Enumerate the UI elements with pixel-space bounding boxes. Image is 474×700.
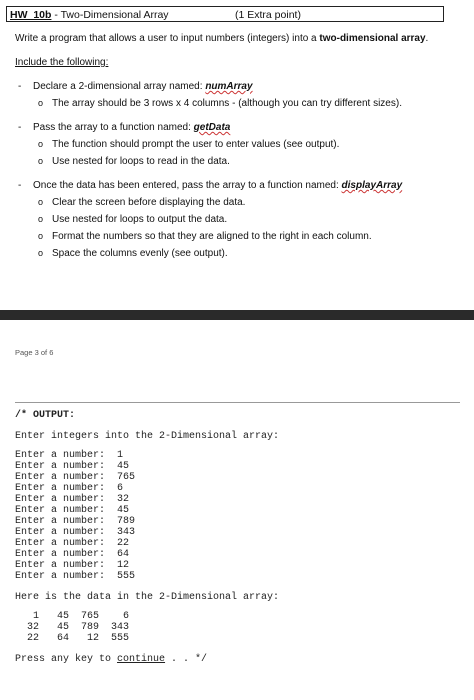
section-2-name: getData — [193, 122, 231, 133]
section-2-sub-1: The function should prompt the user to enter values (see output). — [52, 139, 340, 150]
section-1-name: numArray — [205, 81, 253, 92]
section-3-sub-3: Format the numbers so that they are aligned to the right in each column. — [52, 231, 372, 242]
entry-line: Enter a number: 45 — [15, 505, 130, 516]
section-2-prefix: Pass the array to a function named: — [33, 122, 194, 133]
array-row: 22 64 12 555 — [15, 633, 130, 644]
separator-line — [15, 402, 460, 403]
output-footer — [15, 654, 207, 665]
entry-line: Enter a number: 789 — [15, 516, 136, 527]
section-2-sub-2: Use nested for loops to read in the data. — [52, 156, 230, 167]
entry-line: Enter a number: 765 — [15, 472, 136, 483]
title-box — [6, 6, 444, 22]
sub-bullet: o — [38, 156, 44, 166]
intro-suffix: . — [425, 33, 429, 44]
footer-continue: continue — [117, 654, 166, 665]
section-3-sub-2: Use nested for loops to output the data. — [52, 214, 228, 225]
entry-line: Enter a number: 555 — [15, 571, 136, 582]
sub-bullet: o — [38, 197, 44, 207]
include-heading: Include the following: — [15, 57, 109, 68]
sub-bullet: o — [38, 139, 44, 149]
entry-line: Enter a number: 1 — [15, 450, 124, 461]
footer-prefix: Press any key to — [15, 654, 118, 665]
page-break-band — [0, 310, 474, 320]
page-number: Page 3 of 6 — [15, 348, 54, 357]
section-1-text — [33, 81, 253, 92]
entry-line: Enter a number: 22 — [15, 538, 130, 549]
section-3-sub-4: Space the columns evenly (see output). — [52, 248, 228, 259]
document-page-top — [0, 0, 474, 310]
footer-suffix: . . */ — [165, 654, 208, 665]
section-dash: - — [18, 122, 22, 133]
section-dash: - — [18, 81, 22, 92]
sub-bullet: o — [38, 248, 44, 258]
entry-line: Enter a number: 12 — [15, 560, 130, 571]
entry-line: Enter a number: 64 — [15, 549, 130, 560]
array-row: 1 45 765 6 — [15, 611, 130, 622]
entry-line: Enter a number: 45 — [15, 461, 130, 472]
sub-bullet: o — [38, 98, 44, 108]
title-dash: - — [51, 9, 61, 21]
sub-bullet: o — [38, 231, 44, 241]
array-row: 32 45 789 343 — [15, 622, 130, 633]
section-3-text — [33, 180, 402, 191]
entry-line: Enter a number: 32 — [15, 494, 130, 505]
intro-paragraph — [15, 33, 428, 44]
section-3-name: displayArray — [341, 180, 403, 191]
assignment-title: Two-Dimensional Array — [60, 9, 169, 21]
entry-line: Enter a number: 6 — [15, 483, 124, 494]
intro-bold: two-dimensional array — [319, 33, 426, 44]
section-1-prefix: Declare a 2-dimensional array named: — [33, 81, 206, 92]
data-heading: Here is the data in the 2-Dimensional array: — [15, 592, 280, 603]
output-header: /* OUTPUT: — [15, 410, 76, 421]
entry-line: Enter a number: 343 — [15, 527, 136, 538]
intro-prefix: Write a program that allows a user to input numbers (integers) into a — [15, 33, 320, 44]
extra-point-label: (1 Extra point) — [235, 9, 301, 21]
section-3-prefix: Once the data has been entered, pass the array to a function named: — [33, 180, 342, 191]
section-dash: - — [18, 180, 22, 191]
section-1-sub-1: The array should be 3 rows x 4 columns - (although you can try different sizes). — [52, 98, 402, 109]
assignment-id: HW_10b — [10, 9, 52, 21]
output-prompt: Enter integers into the 2-Dimensional array: — [15, 431, 280, 442]
section-3-sub-1: Clear the screen before displaying the data. — [52, 197, 246, 208]
sub-bullet: o — [38, 214, 44, 224]
section-2-text — [33, 122, 230, 133]
